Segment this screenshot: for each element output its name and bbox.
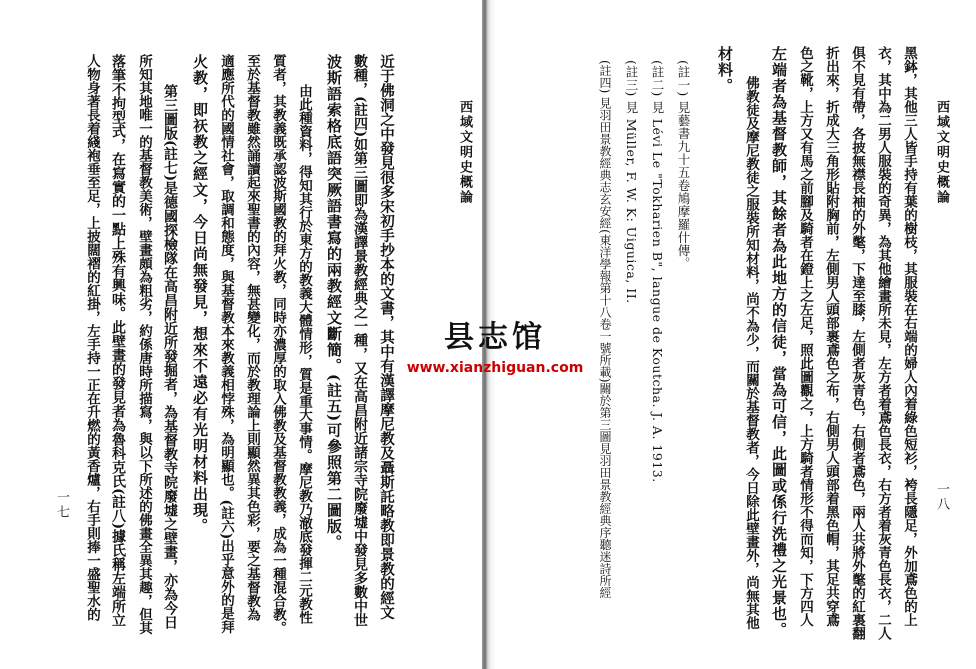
text-column: 佛教徒及摩尼教徒之服裝所知材料，尚不為少，而關於基督教者，今日除此壁畫外，尚無其他 — [743, 76, 759, 630]
running-header: 西域文明史概論 — [457, 100, 472, 205]
text-column: 黑鉢，其他三人皆手持有葉的樹枝，其服裝在右端的婦人內着綠色短衫，袴長隱足，外加鳶色的上 — [901, 46, 917, 627]
text-column: 折出來，折成大三角形貼附胸前，左側男人頭部裹鳶色之布，右側男人頭部着黑色帽，其足共穿鳶 — [823, 46, 839, 627]
text-column: 數種，(註四)如第三圖即為漢譯景教經典之一種，又在高昌附近諸宗寺院廢墟中發見多數中世 — [352, 54, 368, 628]
text-column: 左端者為基督教師，其餘者為此地方的信徒，當為可信，此圖或係行洗禮之光景也。 — [770, 46, 788, 638]
text-column: 所知其地唯一的基督教美術，壁畫頗為粗劣，約係唐時所描寫，與以下所述的佛畫全異其趣，但其 — [136, 54, 152, 635]
book-gutter — [482, 0, 496, 669]
right-page — [0, 0, 482, 669]
footnote: (註二) 見 Lévi Le "Tokharien B", langue de Koutcha. J. A. 1913. — [650, 60, 665, 483]
text-column: 波斯語索格底語突厥語書寫的兩教經文斷簡。(註五)可參照第二圖版。 — [325, 54, 343, 551]
text-column: 質者，其教義既承認波斯國教的拜火教，同時亦濃厚的取入佛教及基督教教義，成為一種混合教。 — [270, 54, 286, 635]
text-column: 人物身著長着綫袍垂至足，上披闊褶的紅掛，左手持一正在升燃的黃香爐，右手則捧一盛聖水的 — [84, 54, 100, 621]
footnote: (註四) 見羽田景教經典志玄安經(東洋學報第十八卷一號所載)關於第三圖見羽田景教經典序聽迷詩所經 — [598, 60, 612, 599]
footnote: (註三) 見 Müller, F. W. K: Uiguica, II. — [624, 60, 639, 304]
text-column: 近于佛洞之中發見很多宋初手抄本的文書，其中有漢譯摩尼教及聶斯託略教即景教的經文 — [378, 54, 395, 620]
text-column: 材料。 — [716, 46, 734, 94]
left-page — [496, 0, 976, 669]
text-column: 適應所代的國情社會，取調和態度，與基督教本來教義相悖殊，為明顯也。(註六)出乎意外的是拜 — [218, 54, 234, 634]
text-column: 第三圖版(註七)是德國探檢隊在高昌附近所發掘者，為基督教寺院廢墟之壁畫，亦為今日 — [162, 84, 178, 630]
text-column: 衣，其中為二男人服裝的奇異，為其他繪畫所未見，左方者着鳶色長衣，右方者着灰青色長衣，二人 — [875, 46, 891, 640]
text-column: 色之靴，上方又有馬之前腳及騎者在鐙上之左足，照此圖觀之，上方騎者情形不得而知，下方四人 — [797, 46, 813, 627]
footnote: (註一) 見藝書九十五卷鳩摩羅什傳。 — [676, 60, 691, 271]
text-column: 火教，即祆教之經文，今日尚無發見，想來不遠必有光明材料出現。 — [191, 54, 209, 534]
running-header: 西域文明史概論 — [934, 100, 949, 205]
watermark-title: 县志馆 — [444, 320, 546, 355]
text-column: 至於基督教雖然誦讀起來聖書的內容，無甚變化，而於教理論上則顯然異其色彩，要之基督教為 — [244, 54, 260, 621]
page-number: 一八 — [934, 482, 949, 512]
text-column: 由此種資料，得知其行於東方的教義大體情形，質是重大事情。摩尼教乃澈底發揮二元教性 — [296, 84, 312, 624]
watermark-url: www.xianzhiguan.com — [406, 360, 584, 376]
page-number: 一七 — [54, 490, 69, 520]
text-column: 落筆不拘型式，在寫實的一點上殊有興味。此壁畫的發見者為魯科克氏(註八)據氏稱左端所立 — [110, 54, 126, 628]
text-column: 俱不見有帶，各披無襟長袖的外氅，下達至膝，左側者灰青色，右側者鳶色，兩人共將外氅的紅裏翻 — [849, 46, 865, 640]
